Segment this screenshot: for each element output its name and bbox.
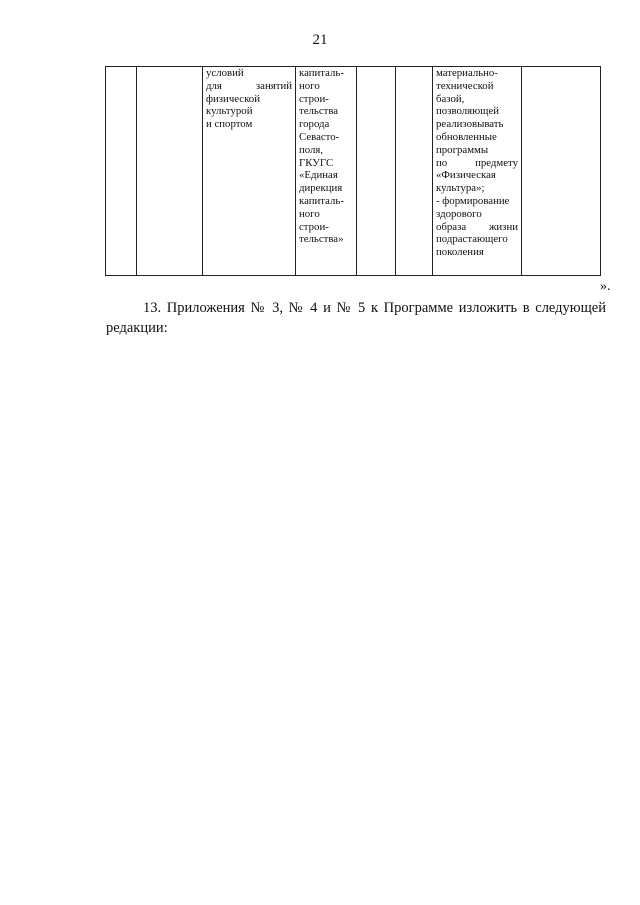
- cell-line: «Единая: [299, 169, 338, 182]
- cell-line: ного: [299, 207, 320, 220]
- table-row: [106, 67, 601, 276]
- table-cell-1: [106, 67, 137, 276]
- table-cell-5: [357, 67, 396, 276]
- cell-line: ГКУГС: [299, 156, 334, 169]
- cell-line: реализовывать: [436, 118, 504, 131]
- cell-line: базой,: [436, 92, 465, 105]
- cell-line: - формирование: [436, 194, 510, 207]
- cell-line: физической: [206, 92, 260, 105]
- cell-line: образа жизни: [436, 220, 518, 233]
- cell-line: программы: [436, 143, 489, 156]
- cell-line: капиталь-: [299, 67, 344, 79]
- cell-line: для занятий: [206, 79, 292, 92]
- cell-line: здорового: [436, 207, 482, 220]
- cell-line: города: [299, 118, 330, 131]
- paragraph-line: 13. Приложения № 3, № 4 и № 5 к Программе изложить в следующей: [143, 300, 606, 316]
- cell-line: подрастающего: [436, 233, 508, 246]
- cell-line: капиталь-: [299, 194, 344, 207]
- cell-line: поколения: [436, 246, 484, 259]
- table-cell-results: [433, 67, 522, 276]
- table-cell-8: [522, 67, 601, 276]
- cell-line: позволяющей: [436, 105, 500, 118]
- paragraph-item-13: [106, 298, 606, 338]
- cell-line: материально-: [436, 67, 498, 79]
- continuation-table: [105, 66, 601, 276]
- paragraph-line: редакции:: [106, 320, 168, 336]
- cell-line: по предмету: [436, 156, 518, 169]
- cell-line: условий: [206, 67, 244, 79]
- cell-line: обновленные: [436, 130, 497, 143]
- cell-line: тельства: [299, 105, 339, 118]
- table-cell-6: [396, 67, 433, 276]
- cell-line: Севасто-: [299, 130, 340, 143]
- cell-line: дирекция: [299, 182, 343, 195]
- table-cell-executor: [296, 67, 357, 276]
- cell-line: поля,: [299, 143, 324, 156]
- table-cell-2: [137, 67, 203, 276]
- cell-line: и спортом: [206, 118, 253, 131]
- cell-line: ного: [299, 79, 320, 92]
- cell-line: культурой: [206, 105, 253, 118]
- page-number: 21: [312, 32, 328, 48]
- closing-quote: ».: [600, 279, 611, 294]
- cell-line: технической: [436, 79, 494, 92]
- cell-line: культура»;: [436, 182, 485, 195]
- cell-line: строи-: [299, 92, 329, 105]
- cell-line: строи-: [299, 220, 329, 233]
- cell-line: «Физическая: [436, 169, 496, 182]
- cell-line: тельства»: [299, 233, 344, 246]
- table-cell-conditions: [203, 67, 296, 276]
